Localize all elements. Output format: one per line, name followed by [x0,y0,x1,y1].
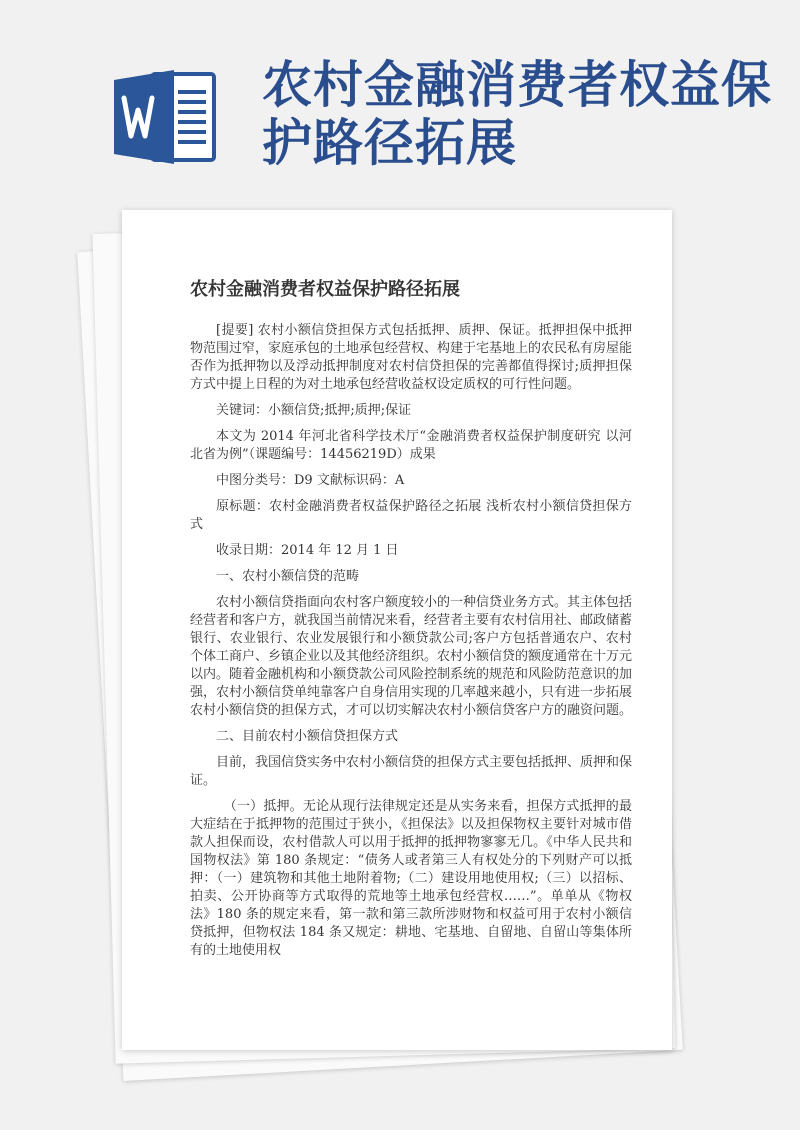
keywords-line: 关键词：小额信贷;抵押;质押;保证 [216,403,412,418]
classification-line: 中图分类号：D9 文献标识码：A [216,473,405,488]
document-content [190,278,632,968]
subsection-1-paragraph: （一）抵押。无论从现行法律规定还是从实务来看，担保方式抵押的最大症结在于抵押物的范围过于狭小，《担保法》以及担保物权主要针对城市借款人担保而设，农村借款人可以用于抵押的抵押物寥寥无几。《中华人民共和国物权法》第 180 条规定：“债务人或者第三人有权处分的下列财产可以抵押：（一）建筑物和其他土地附着物;（二）建设用地使用权;（三）以招标、拍卖、公开协商等方式取得的荒地等土地承包经营权……”。单单从《物权法》180 条的规定来看，第一款和第三款所涉财物和权益可用于农村小额信贷抵押，但物权法 184 条又规定：耕地、宅基地、自留地、自留山等集体所有的土地使用权 [190,799,632,958]
section-2-paragraph: 目前，我国信贷实务中农村小额信贷的担保方式主要包括抵押、质押和保证。 [190,755,633,788]
abstract-paragraph: [提要] 农村小额信贷担保方式包括抵押、质押、保证。抵押担保中抵押物范围过窄，家庭承包的土地承包经营权、构建于宅基地上的农民私有房屋能否作为抵押物以及浮动抵押制度对农村信贷担保的完善都值得探讨;质押担保方式中提上日程的为对土地承包经营收益权设定质权的可行性问题。 [190,323,633,392]
word-document-icon [112,66,216,168]
received-date-line: 收录日期：2014 年 12 月 1 日 [216,543,399,558]
document-page [122,210,672,1050]
section-1-heading: 一、农村小额信贷的范畴 [216,569,360,584]
document-title: 农村金融消费者权益保护路径拓展 [190,279,460,300]
section-1-paragraph: 农村小额信贷指面向农村客户额度较小的一种信贷业务方式。其主体包括经营者和客户方，就我国当前情况来看，经营者主要有农村信用社、邮政储蓄银行、农业银行、农业发展银行和小额贷款公司;客户方包括普通农户、农村个体工商户、乡镇企业以及其他经济组织。农村小额信贷的额度通常在十万元以内。随着金融机构和小额贷款公司风险控制系统的规范和风险防范意识的加强，农村小额信贷单纯靠客户自身信用实现的几率越来越小，只有进一步拓展农村小额信贷的担保方式，才可以切实解决农村小额信贷客户方的融资问题。 [190,595,633,718]
header-title: 农村金融消费者权益保护路径拓展 [262,56,772,172]
section-2-heading: 二、目前农村小额信贷担保方式 [216,729,399,744]
original-title-line: 原标题：农村金融消费者权益保护路径之拓展 浅析农村小额信贷担保方式 [190,499,632,532]
funding-note: 本文为 2014 年河北省科学技术厅“金融消费者权益保护制度研究 以河北省为例”（课题编号：14456219D）成果 [190,429,632,462]
